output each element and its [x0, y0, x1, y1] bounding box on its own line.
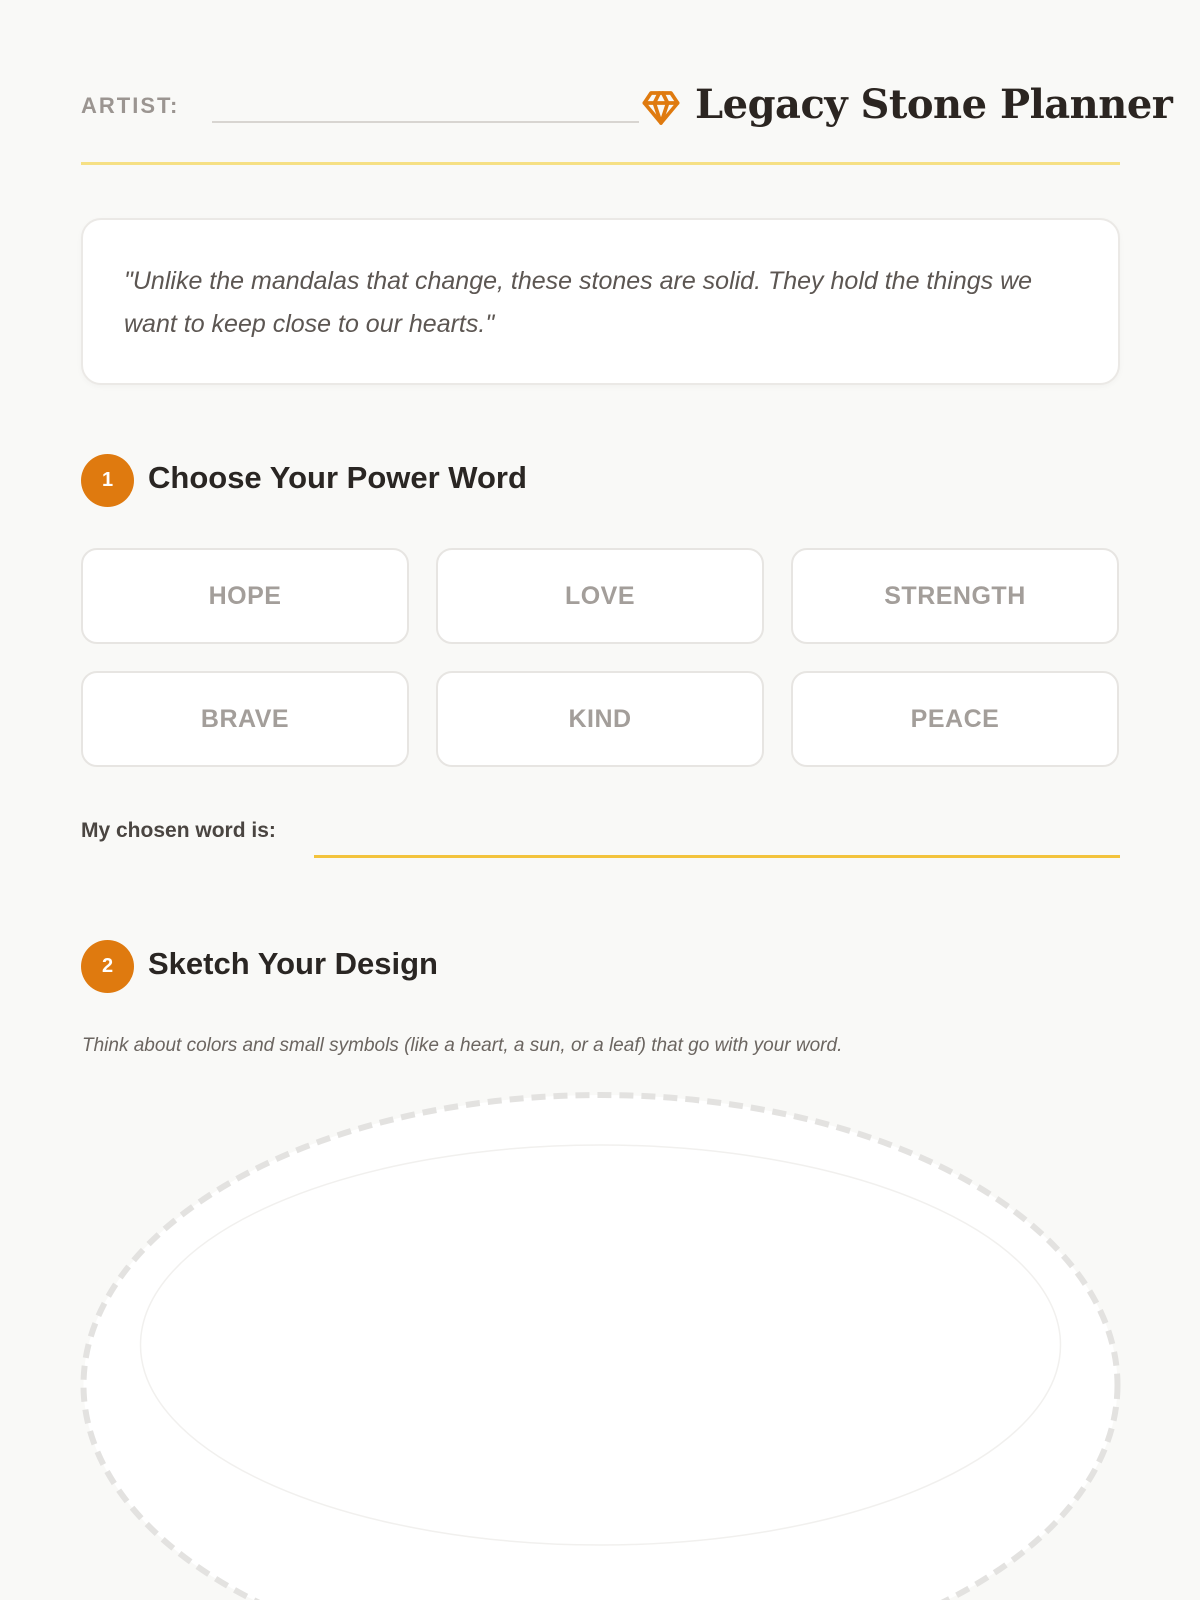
step-1-badge: 1: [81, 454, 134, 507]
artist-label: ARTIST:: [81, 93, 180, 118]
word-option-hope[interactable]: HOPE: [81, 548, 409, 644]
word-option-brave[interactable]: BRAVE: [81, 671, 409, 767]
design-hint: Think about colors and small symbols (like a heart, a sun, or a leaf) that go with your word.: [82, 1035, 843, 1056]
artist-name-field[interactable]: [212, 121, 639, 123]
app-title: Legacy Stone Planner: [695, 81, 1173, 128]
step-2-title: Sketch Your Design: [148, 946, 438, 981]
word-option-kind[interactable]: KIND: [436, 671, 764, 767]
stone-sketch-area[interactable]: [79, 1085, 1122, 1600]
word-option-love[interactable]: LOVE: [436, 548, 764, 644]
stone-inner-area: [141, 1145, 1061, 1545]
step-1-heading: [81, 454, 1120, 508]
step-2-heading: [81, 940, 1120, 994]
power-word-options: [81, 548, 1120, 767]
gem-icon: [641, 88, 681, 128]
quote-card: [81, 218, 1120, 385]
chosen-word-input[interactable]: [314, 818, 1120, 858]
quote-text: "Unlike the mandalas that change, these stones are solid. They hold the things we want to keep close to our hearts.": [124, 267, 1033, 338]
step-2-badge: 2: [81, 940, 134, 993]
step-1-title: Choose Your Power Word: [148, 460, 527, 495]
header: [81, 78, 1173, 165]
word-option-strength[interactable]: STRENGTH: [791, 548, 1119, 644]
word-option-peace[interactable]: PEACE: [791, 671, 1119, 767]
chosen-word-label: My chosen word is:: [81, 819, 276, 842]
